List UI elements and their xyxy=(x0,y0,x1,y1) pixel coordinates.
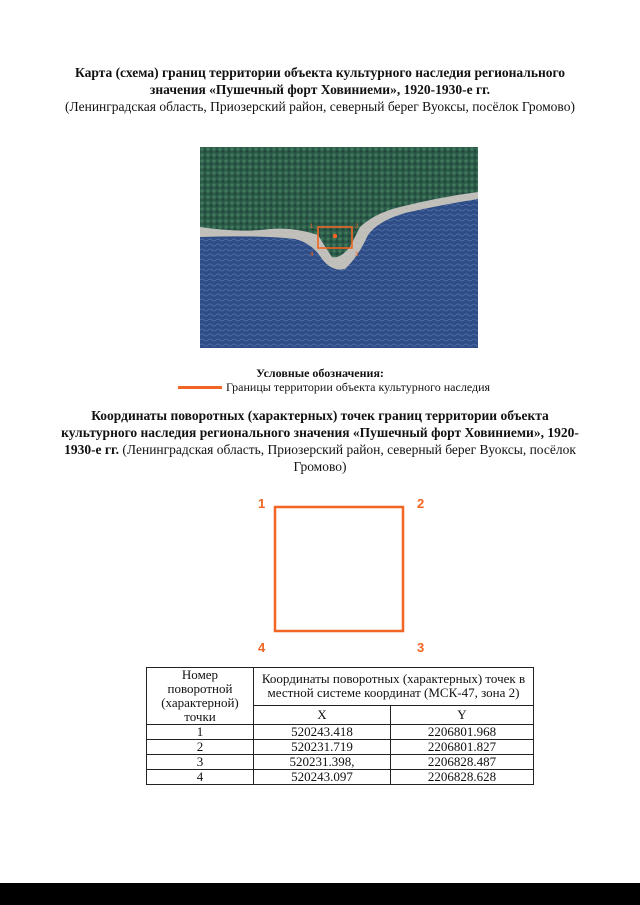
map-point-2: 2 xyxy=(355,224,359,230)
point-number: 3 xyxy=(147,755,254,770)
legend-title: Условные обозначения: xyxy=(256,366,384,380)
coord-x: 520243.097 xyxy=(254,770,391,785)
table-row xyxy=(147,740,534,755)
coordinates-title-bold: Координаты поворотных (характерных) точек границ территории объекта культурного наследия регионального значения «Пушечный форт Ховиниеми», 1920-1930-е гг. xyxy=(61,408,579,457)
map-title-bold: Карта (схема) границ территории объекта культурного наследия регионального значения «Пушечный форт Ховиниеми», 1920-1930-е гг. xyxy=(74,65,566,97)
map-title-location: (Ленинградская область, Приозерский район, северный берег Вуоксы, посёлок Громово) xyxy=(65,99,575,114)
legend-item xyxy=(178,380,490,394)
coord-y: 2206828.628 xyxy=(390,770,533,785)
header-y: Y xyxy=(390,705,533,724)
aerial-map xyxy=(200,147,478,348)
boundary-line-swatch xyxy=(178,386,222,389)
scheme-point-1: 1 xyxy=(258,496,266,511)
point-number: 2 xyxy=(147,740,254,755)
scheme-boundary xyxy=(275,507,403,631)
map-point-4: 4 xyxy=(310,252,314,258)
coord-y: 2206801.968 xyxy=(390,725,533,740)
coordinates-title xyxy=(60,407,580,475)
header-coordinates: Координаты поворотных (характерных) точек в местной системе координат (МСК-47, зона 2) xyxy=(254,668,534,706)
scheme-point-4: 4 xyxy=(258,640,266,655)
coord-x: 520231.398, xyxy=(254,755,391,770)
coord-x: 520231.719 xyxy=(254,740,391,755)
map-point-1: 1 xyxy=(310,224,314,230)
table-row xyxy=(147,755,534,770)
coordinates-table xyxy=(146,667,534,785)
map-title xyxy=(60,64,580,115)
scheme-point-3: 3 xyxy=(417,640,425,655)
legend-item-label: Границы территории объекта культурного наследия xyxy=(226,379,491,394)
coord-y: 2206801.827 xyxy=(390,740,533,755)
point-number: 1 xyxy=(147,725,254,740)
boundary-scheme xyxy=(255,492,435,657)
coord-x: 520243.418 xyxy=(254,725,391,740)
coord-y: 2206828.487 xyxy=(390,755,533,770)
header-point-number: Номер поворотной (характерной) точки xyxy=(147,668,254,725)
point-number: 4 xyxy=(147,770,254,785)
scan-edge-bar xyxy=(0,883,640,905)
table-row xyxy=(147,725,534,740)
fort-marker xyxy=(333,234,337,238)
coordinates-title-location: (Ленинградская область, Приозерский район, северный берег Вуоксы, посёлок Громово) xyxy=(122,442,576,474)
header-x: X xyxy=(254,705,391,724)
map-point-3: 3 xyxy=(355,252,359,258)
table-row xyxy=(147,770,534,785)
scheme-point-2: 2 xyxy=(417,496,425,511)
